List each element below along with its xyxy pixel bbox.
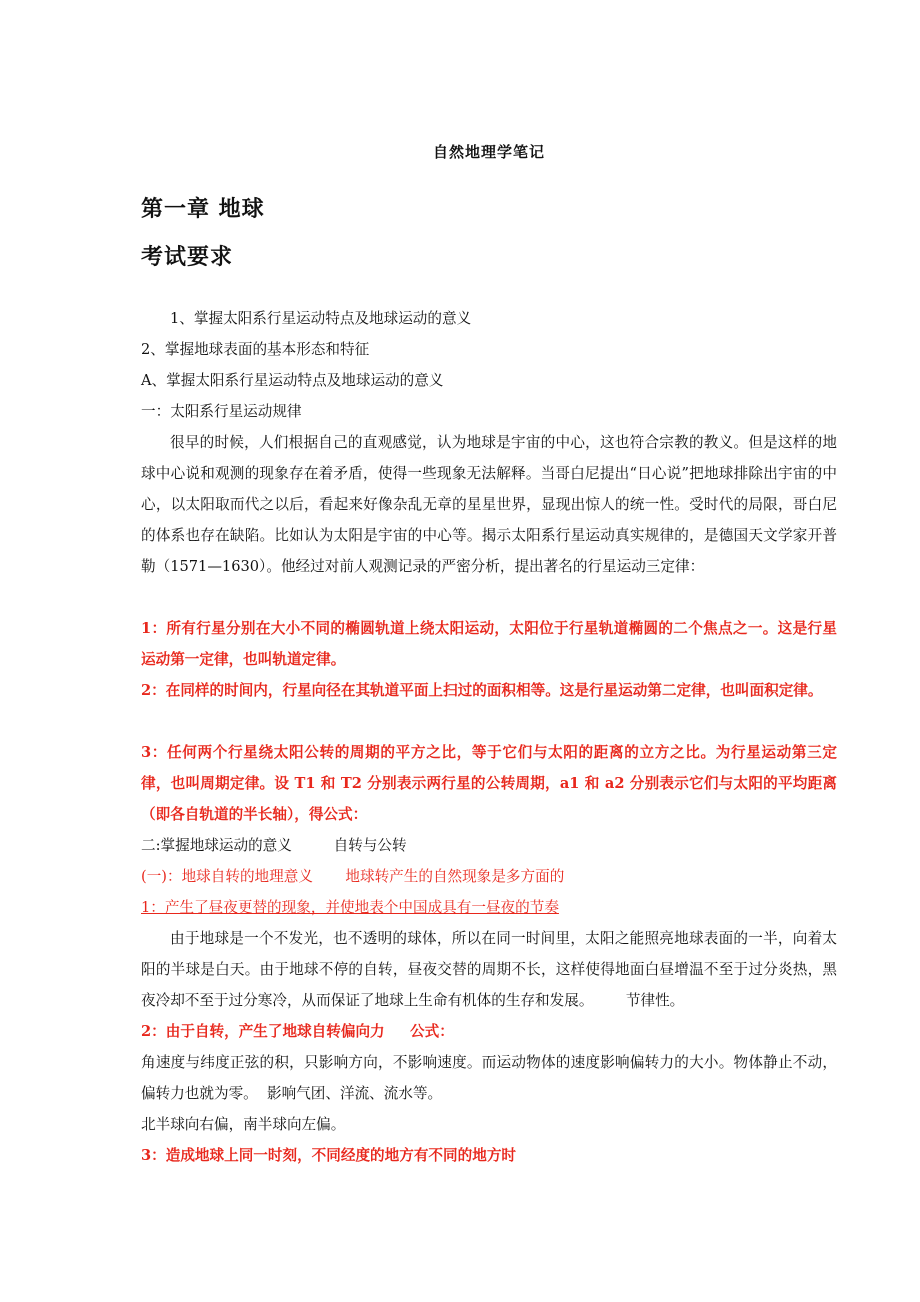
part-a-heading: A、掌握太阳系行星运动特点及地球运动的意义	[141, 372, 444, 389]
point-2-body: 角速度与纬度正弦的积，只影响方向，不影响速度。而运动物体的速度影响偏转力的大小。物体静止不动，偏转力也就为零。 影响气团、洋流、流水等。	[141, 1054, 837, 1102]
subsection-1-heading: 一：太阳系行星运动规律	[141, 403, 302, 420]
point-1-body: 由于地球是一个不发光，也不透明的球体，所以在同一时间里，太阳之能照亮地球表面的一半，向着太阳的半球是白天。由于地球不停的自转，昼夜交替的周期不长，这样使得地面白昼增温不至于过分炎热，黑夜冷却不至于过分寒冷，从而保证了地球上生命有机体的生存和发展。 节律性。	[141, 930, 837, 1009]
section-heading: 考试要求	[141, 245, 234, 270]
point-2-note: 北半球向右偏，南半球向左偏。	[141, 1116, 346, 1133]
document-title: 自然地理学笔记	[432, 143, 545, 161]
kepler-law-1: 1：所有行星分别在大小不同的椭圆轨道上绕太阳运动，太阳位于行星轨道椭圆的二个焦点之一。这是行星运动第一定律，也叫轨道定律。	[141, 620, 837, 668]
requirement-2: 2、掌握地球表面的基本形态和特征	[141, 341, 370, 358]
requirement-1: 1、掌握太阳系行星运动特点及地球运动的意义	[170, 310, 472, 327]
subsection-2-heading: 二:掌握地球运动的意义 自转与公转	[141, 837, 407, 854]
chapter-heading: 第一章 地球	[141, 197, 265, 222]
kepler-law-3: 3：任何两个行星绕太阳公转的周期的平方之比，等于它们与太阳的距离的立方之比。为行星运动第三定律，也叫周期定律。设 T1 和 T2 分别表示两行星的公转周期，a1 和 a2 分别表示它们与太阳的平均距离（即各自轨道的半长轴），得公式：	[141, 744, 837, 823]
point-3-heading: 3：造成地球上同一时刻，不同经度的地方有不同的地方时	[141, 1147, 517, 1164]
point-2-heading: 2：由于自转，产生了地球自转偏向力 公式：	[141, 1023, 454, 1040]
rotation-significance-heading: (一)：地球自转的地理意义 地球转产生的自然现象是多方面的	[141, 868, 565, 885]
kepler-law-2: 2：在同样的时间内，行星向径在其轨道平面上扫过的面积相等。这是行星运动第二定律，也叫面积定律。	[141, 682, 823, 699]
point-1-heading: 1：产生了昼夜更替的现象，并使地表个中国成具有一昼夜的节奏	[141, 899, 559, 916]
intro-paragraph: 很早的时候，人们根据自己的直观感觉，认为地球是宇宙的中心，这也符合宗教的教义。但是这样的地球中心说和观测的现象存在着矛盾，使得一些现象无法解释。当哥白尼提出“日心说”把地球排除出宇宙的中心，以太阳取而代之以后，看起来好像杂乱无章的星星世界，显现出惊人的统一性。受时代的局限，哥白尼的体系也存在缺陷。比如认为太阳是宇宙的中心等。揭示太阳系行星运动真实规律的，是德国天文学家开普勒（1571—1630）。他经过对前人观测记录的严密分析，提出著名的行星运动三定律：	[141, 434, 837, 575]
